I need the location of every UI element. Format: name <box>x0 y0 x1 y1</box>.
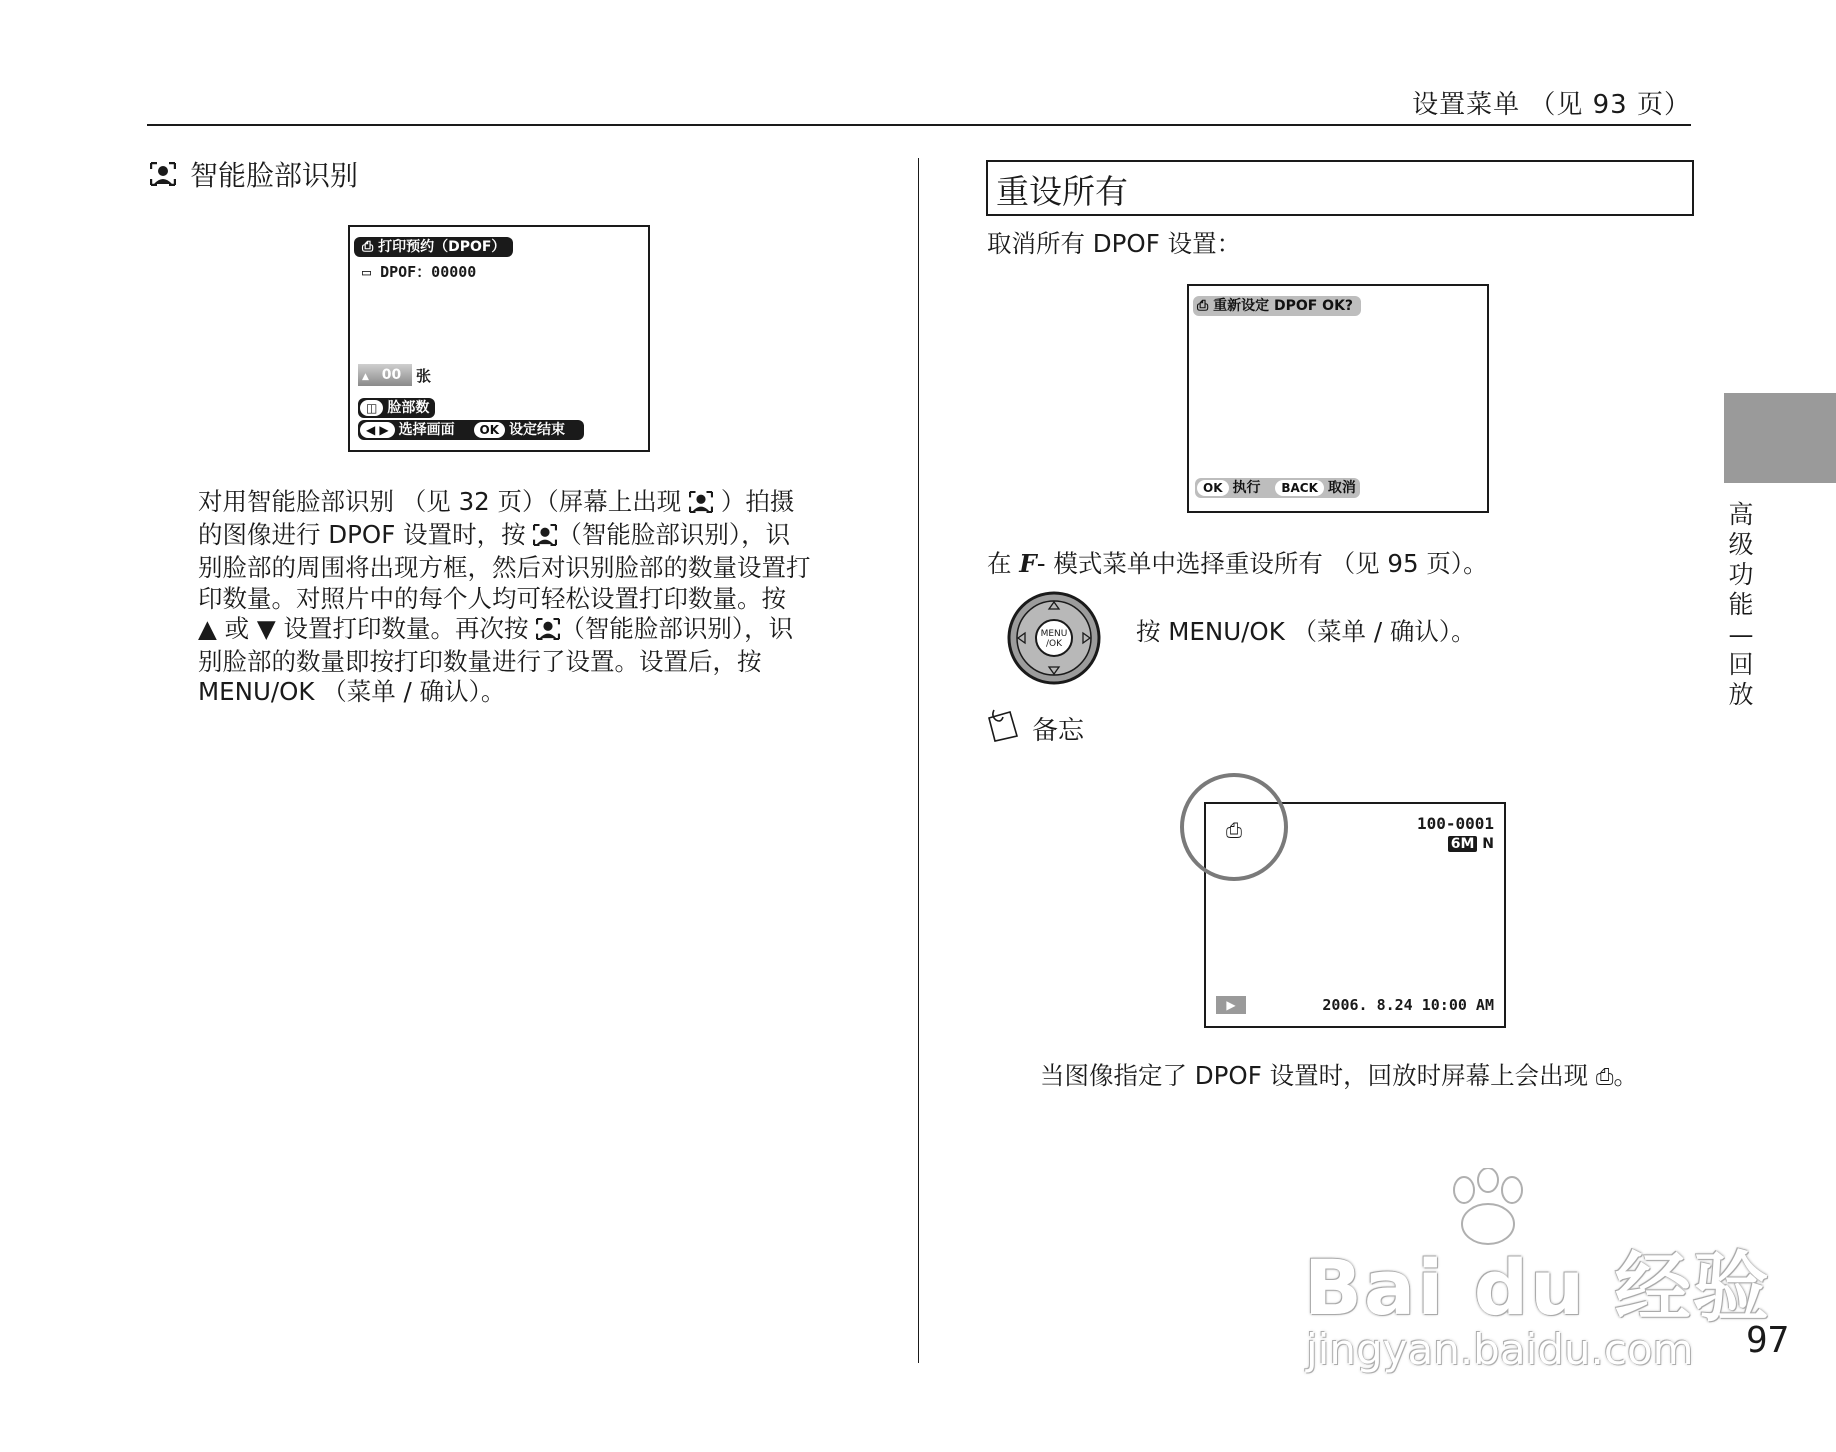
reset-title: 重新设定 DPOF OK? <box>1213 298 1354 314</box>
note-text: 当图像指定了 DPOF 设置时，回放时屏幕上会出现 <box>1040 1061 1596 1090</box>
ok-button-icon: OK <box>474 422 506 438</box>
face-detection-paragraph <box>198 487 858 707</box>
para-text: 对用智能脸部识别 （见 32 页）（屏幕上出现 <box>198 487 690 516</box>
press-menu-ok-text: 按 MENU/OK （菜单 / 确认）。 <box>1136 617 1476 646</box>
dpof-count-line <box>362 261 476 282</box>
print-count-box <box>358 364 412 386</box>
f-mode-icon: F <box>1019 549 1037 578</box>
ok-label: 设定结束 <box>509 422 566 438</box>
printer-icon: ⎙ <box>362 239 374 255</box>
mode-menu-text <box>987 549 1488 579</box>
lcd-title-bar <box>354 237 513 257</box>
memo-heading <box>986 708 1084 749</box>
chapter-tab <box>1724 393 1836 483</box>
baidu-watermark-url: jingyan.baidu.com <box>1306 1325 1694 1374</box>
print-count: 00 <box>381 367 402 383</box>
para-line: MENU/OK （菜单 / 确认）。 <box>198 677 506 707</box>
para-text: （智能脸部识别），识 <box>560 613 794 643</box>
printer-icon: ⎙ <box>1197 298 1209 314</box>
ok-button-icon: OK <box>1197 480 1229 496</box>
svg-text:/OK: /OK <box>1045 639 1063 649</box>
para-line: 印数量。对照片中的每个人均可轻松设置打印数量。按 <box>198 583 786 613</box>
quality-label: N <box>1482 836 1494 852</box>
menu-ok-dial-icon <box>1006 590 1102 686</box>
mode-text: 在 <box>987 549 1020 578</box>
para-text: ）拍摄 <box>713 487 795 516</box>
face-count-label: 脸部数 <box>387 400 430 416</box>
nav-label: 选择画面 <box>398 422 455 438</box>
file-number: 100-0001 <box>1416 814 1494 833</box>
mode-text: - 模式菜单中选择重设所有 （见 95 页）。 <box>1036 549 1488 578</box>
page-number: 97 <box>1746 1320 1790 1361</box>
column-divider <box>918 158 919 1363</box>
running-header: 设置菜单 （见 93 页） <box>1412 90 1691 120</box>
para-text: 或 <box>216 613 257 643</box>
face-detection-icon <box>689 490 713 520</box>
left-right-arrows-icon: ◀ ▶ <box>360 422 395 438</box>
down-triangle-icon: ▼ <box>256 613 276 643</box>
confirm-bar <box>1195 478 1360 498</box>
playback-icon: ▶ <box>1216 996 1246 1014</box>
para-text: 设置打印数量。再次按 <box>275 613 537 643</box>
reset-dpof-screen <box>1187 284 1489 513</box>
para-line: 别脸部的周围将出现方框，然后对识别脸部的数量设置打 <box>198 553 811 583</box>
lcd-title: 打印预约（DPOF） <box>378 239 506 255</box>
dpof-print-order-screen <box>348 225 650 452</box>
para-line <box>198 614 858 647</box>
dpof-count: DPOF：00000 <box>380 263 477 281</box>
reset-title-bar <box>1193 296 1361 316</box>
face-detection-icon <box>533 523 557 553</box>
note-text: 。 <box>1613 1061 1638 1090</box>
playback-dpof-note <box>1040 1061 1638 1093</box>
highlight-circle <box>1180 773 1288 881</box>
face-detection-icon <box>536 617 560 647</box>
para-line <box>198 487 858 520</box>
image-size-quality <box>1448 836 1494 852</box>
cancel-dpof-text: 取消所有 DPOF 设置： <box>987 229 1242 258</box>
up-triangle-icon: ▲ <box>198 613 217 643</box>
para-text: （智能脸部识别），识 <box>557 520 791 550</box>
count-unit: 张 <box>416 367 432 385</box>
image-icon: ▭ <box>362 263 372 281</box>
face-detection-icon <box>150 162 176 186</box>
para-line <box>198 520 858 553</box>
baidu-watermark-logo: Bai du 经验 <box>1304 1243 1771 1332</box>
up-arrow-icon: ▲ <box>362 372 369 382</box>
section-title: 重设所有 <box>996 172 1128 211</box>
header-rule <box>147 124 1691 126</box>
date-time: 2006. 8.24 10:00 AM <box>1322 996 1494 1014</box>
para-line: 别脸部的数量即按打印数量进行了设置。设置后，按 <box>198 647 762 677</box>
face-count-bar <box>358 398 435 418</box>
dpof-printer-icon: ⎙ <box>1595 1065 1614 1090</box>
dpof-printer-icon: ⎙ <box>1226 818 1242 842</box>
memo-note-icon <box>986 708 1020 749</box>
svg-text:MENU: MENU <box>1040 629 1068 639</box>
memo-label: 备忘 <box>1032 716 1085 746</box>
back-button-icon: BACK <box>1275 480 1324 496</box>
back-label: 取消 <box>1327 480 1356 496</box>
face-detection-heading <box>150 154 358 194</box>
ok-label: 执行 <box>1232 480 1261 496</box>
face-detection-button-icon: ◫ <box>360 400 383 416</box>
nav-bar <box>358 420 584 440</box>
chapter-tab-label: 高级功能—回放 <box>1728 500 1754 709</box>
size-badge: 6M <box>1448 836 1478 852</box>
heading-text: 智能脸部识别 <box>190 159 359 192</box>
para-text: 的图像进行 DPOF 设置时，按 <box>198 520 534 550</box>
